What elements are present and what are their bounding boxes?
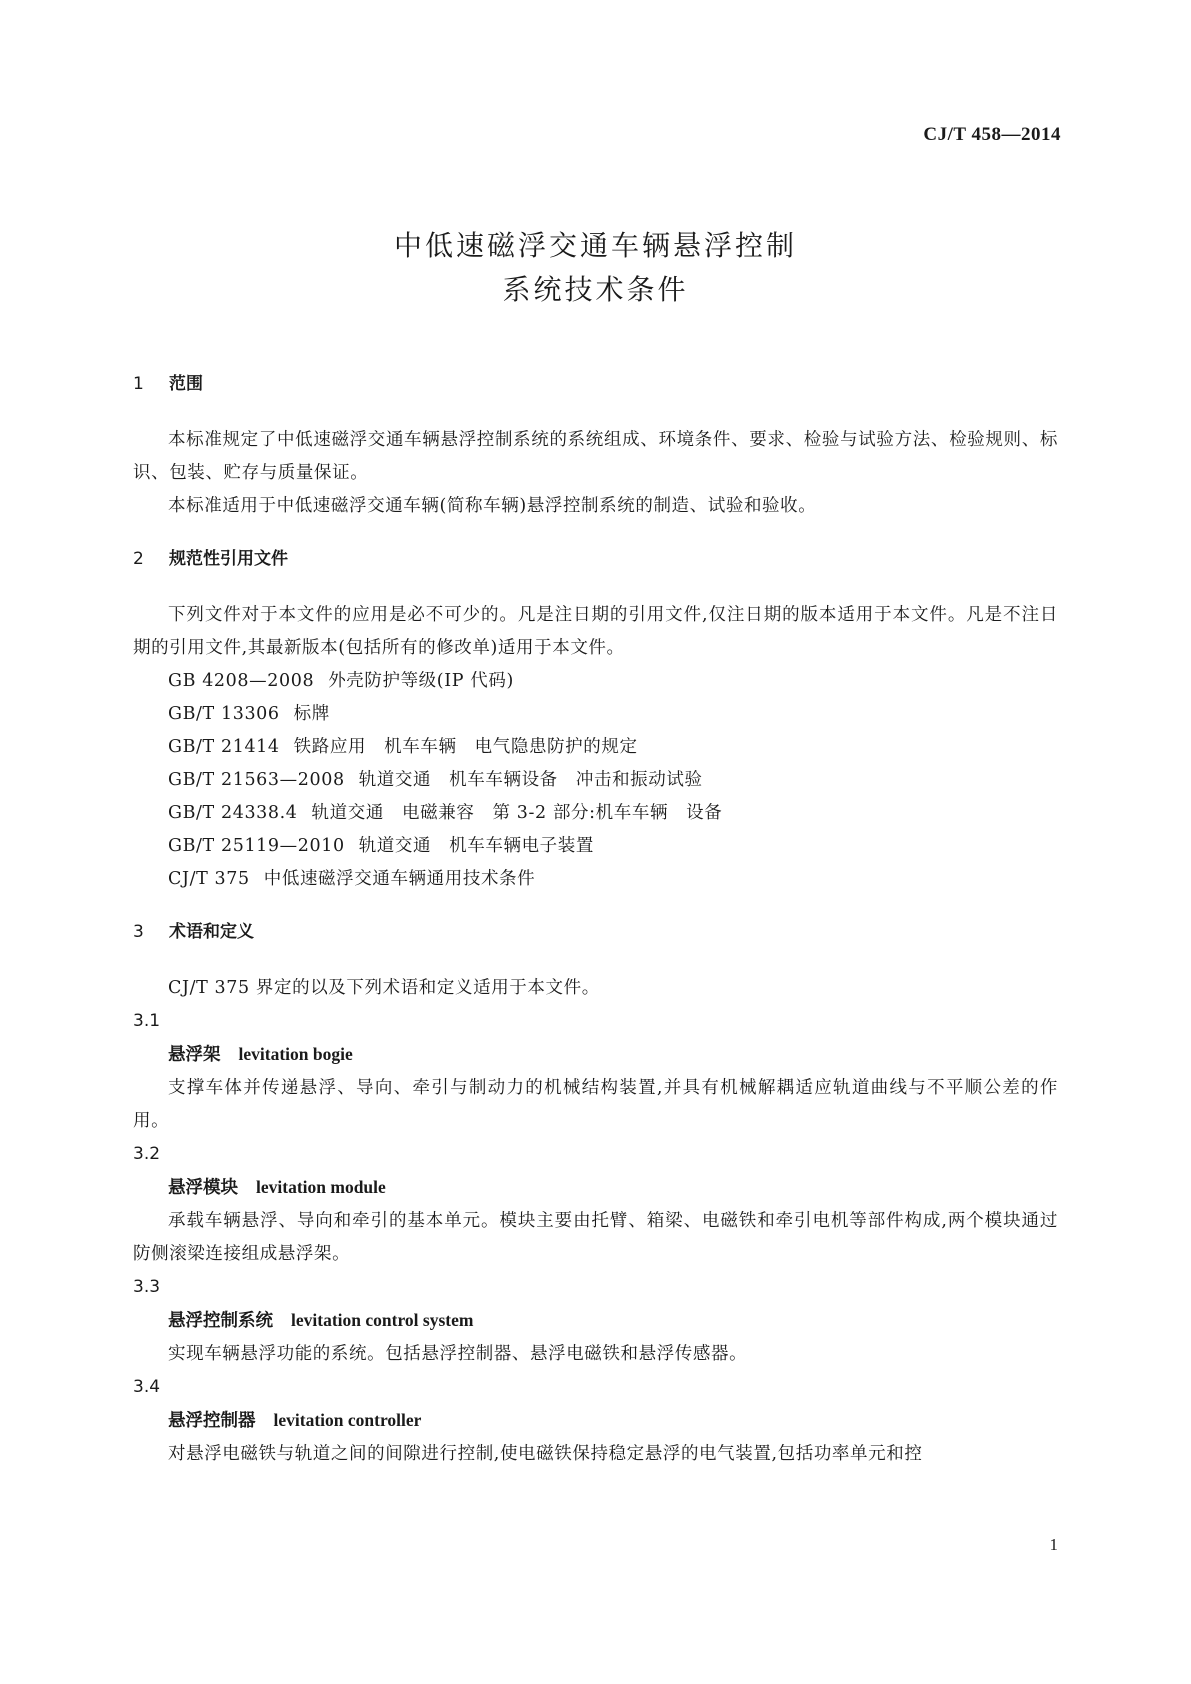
term-number: 3.4 (133, 1377, 161, 1397)
section-1-heading (133, 372, 1058, 396)
paragraph: 本标准适用于中低速磁浮交通车辆(简称车辆)悬浮控制系统的制造、试验和验收。 (168, 496, 817, 516)
title-line-1: 中低速磁浮交通车辆悬浮控制 (393, 229, 797, 262)
reference-title: 标牌 (293, 704, 330, 724)
section-2-heading (133, 547, 1058, 571)
reference-title: 轨道交通 电磁兼容 第 3-2 部分:机车车辆 设备 (311, 803, 723, 823)
term-name-en: levitation controller (273, 1410, 422, 1430)
standard-code: CJ/T 458—2014 (923, 124, 1061, 145)
term-number: 3.3 (133, 1277, 161, 1297)
reference-title: 轨道交通 机车车辆电子装置 (358, 836, 594, 856)
term-definition: 实现车辆悬浮功能的系统。包括悬浮控制器、悬浮电磁铁和悬浮传感器。 (168, 1344, 748, 1364)
term-name (133, 1404, 1058, 1438)
title-line-2: 系统技术条件 (502, 273, 689, 306)
section-number: 3 (133, 922, 144, 942)
term-number: 3.1 (133, 1011, 161, 1031)
section-title: 规范性引用文件 (169, 549, 288, 569)
reference-code: GB 4208—2008 (168, 671, 315, 691)
reference-code: GB/T 13306 (168, 704, 280, 724)
term-name-en: levitation control system (291, 1310, 474, 1330)
reference-item (133, 764, 1058, 797)
term-definition: 承载车辆悬浮、导向和牵引的基本单元。模块主要由托臂、箱梁、电磁铁和牵引电机等部件构成,两个模块通过防侧滚梁连接组成悬浮架。 (133, 1211, 1058, 1264)
reference-code: GB/T 24338.4 (168, 803, 298, 823)
paragraph: 本标准规定了中低速磁浮交通车辆悬浮控制系统的系统组成、环境条件、要求、检验与试验方法、检验规则、标识、包装、贮存与质量保证。 (133, 430, 1058, 483)
section-3-heading (133, 920, 1058, 944)
reference-code: CJ/T 375 (168, 869, 250, 889)
paragraph: CJ/T 375 界定的以及下列术语和定义适用于本文件。 (168, 978, 600, 998)
paragraph: 下列文件对于本文件的应用是必不可少的。凡是注日期的引用文件,仅注日期的版本适用于本文件。凡是不注日期的引用文件,其最新版本(包括所有的修改单)适用于本文件。 (133, 605, 1058, 658)
reference-code: GB/T 25119—2010 (168, 836, 345, 856)
document-body (133, 372, 1058, 1471)
term-number: 3.2 (133, 1144, 161, 1164)
term-name-zh: 悬浮控制器 (168, 1411, 256, 1431)
section-title: 术语和定义 (169, 922, 254, 942)
reference-title: 轨道交通 机车车辆设备 冲击和振动试验 (358, 770, 703, 790)
term-name-en: levitation module (256, 1177, 386, 1197)
reference-code: GB/T 21414 (168, 737, 280, 757)
reference-item (133, 731, 1058, 764)
reference-title: 外壳防护等级(IP 代码) (328, 671, 514, 691)
term-name-en: levitation bogie (238, 1044, 353, 1064)
term-name (133, 1171, 1058, 1205)
term-name (133, 1304, 1058, 1338)
reference-item (133, 797, 1058, 830)
term-name-zh: 悬浮架 (168, 1045, 221, 1065)
reference-item (133, 863, 1058, 896)
section-number: 2 (133, 549, 144, 569)
term-name-zh: 悬浮控制系统 (168, 1311, 273, 1331)
reference-code: GB/T 21563—2008 (168, 770, 345, 790)
page-number: 1 (1049, 1535, 1058, 1554)
term-name-zh: 悬浮模块 (168, 1178, 238, 1198)
reference-item (133, 698, 1058, 731)
document-title (0, 224, 1191, 312)
reference-title: 铁路应用 机车车辆 电气隐患防护的规定 (293, 737, 638, 757)
term-definition: 对悬浮电磁铁与轨道之间的间隙进行控制,使电磁铁保持稳定悬浮的电气装置,包括功率单元和控 (168, 1444, 923, 1464)
term-definition: 支撑车体并传递悬浮、导向、牵引与制动力的机械结构装置,并具有机械解耦适应轨道曲线与不平顺公差的作用。 (133, 1078, 1058, 1131)
reference-item (133, 665, 1058, 698)
section-number: 1 (133, 374, 144, 394)
section-title: 范围 (169, 374, 203, 394)
reference-title: 中低速磁浮交通车辆通用技术条件 (263, 869, 536, 889)
term-name (133, 1038, 1058, 1072)
reference-item (133, 830, 1058, 863)
